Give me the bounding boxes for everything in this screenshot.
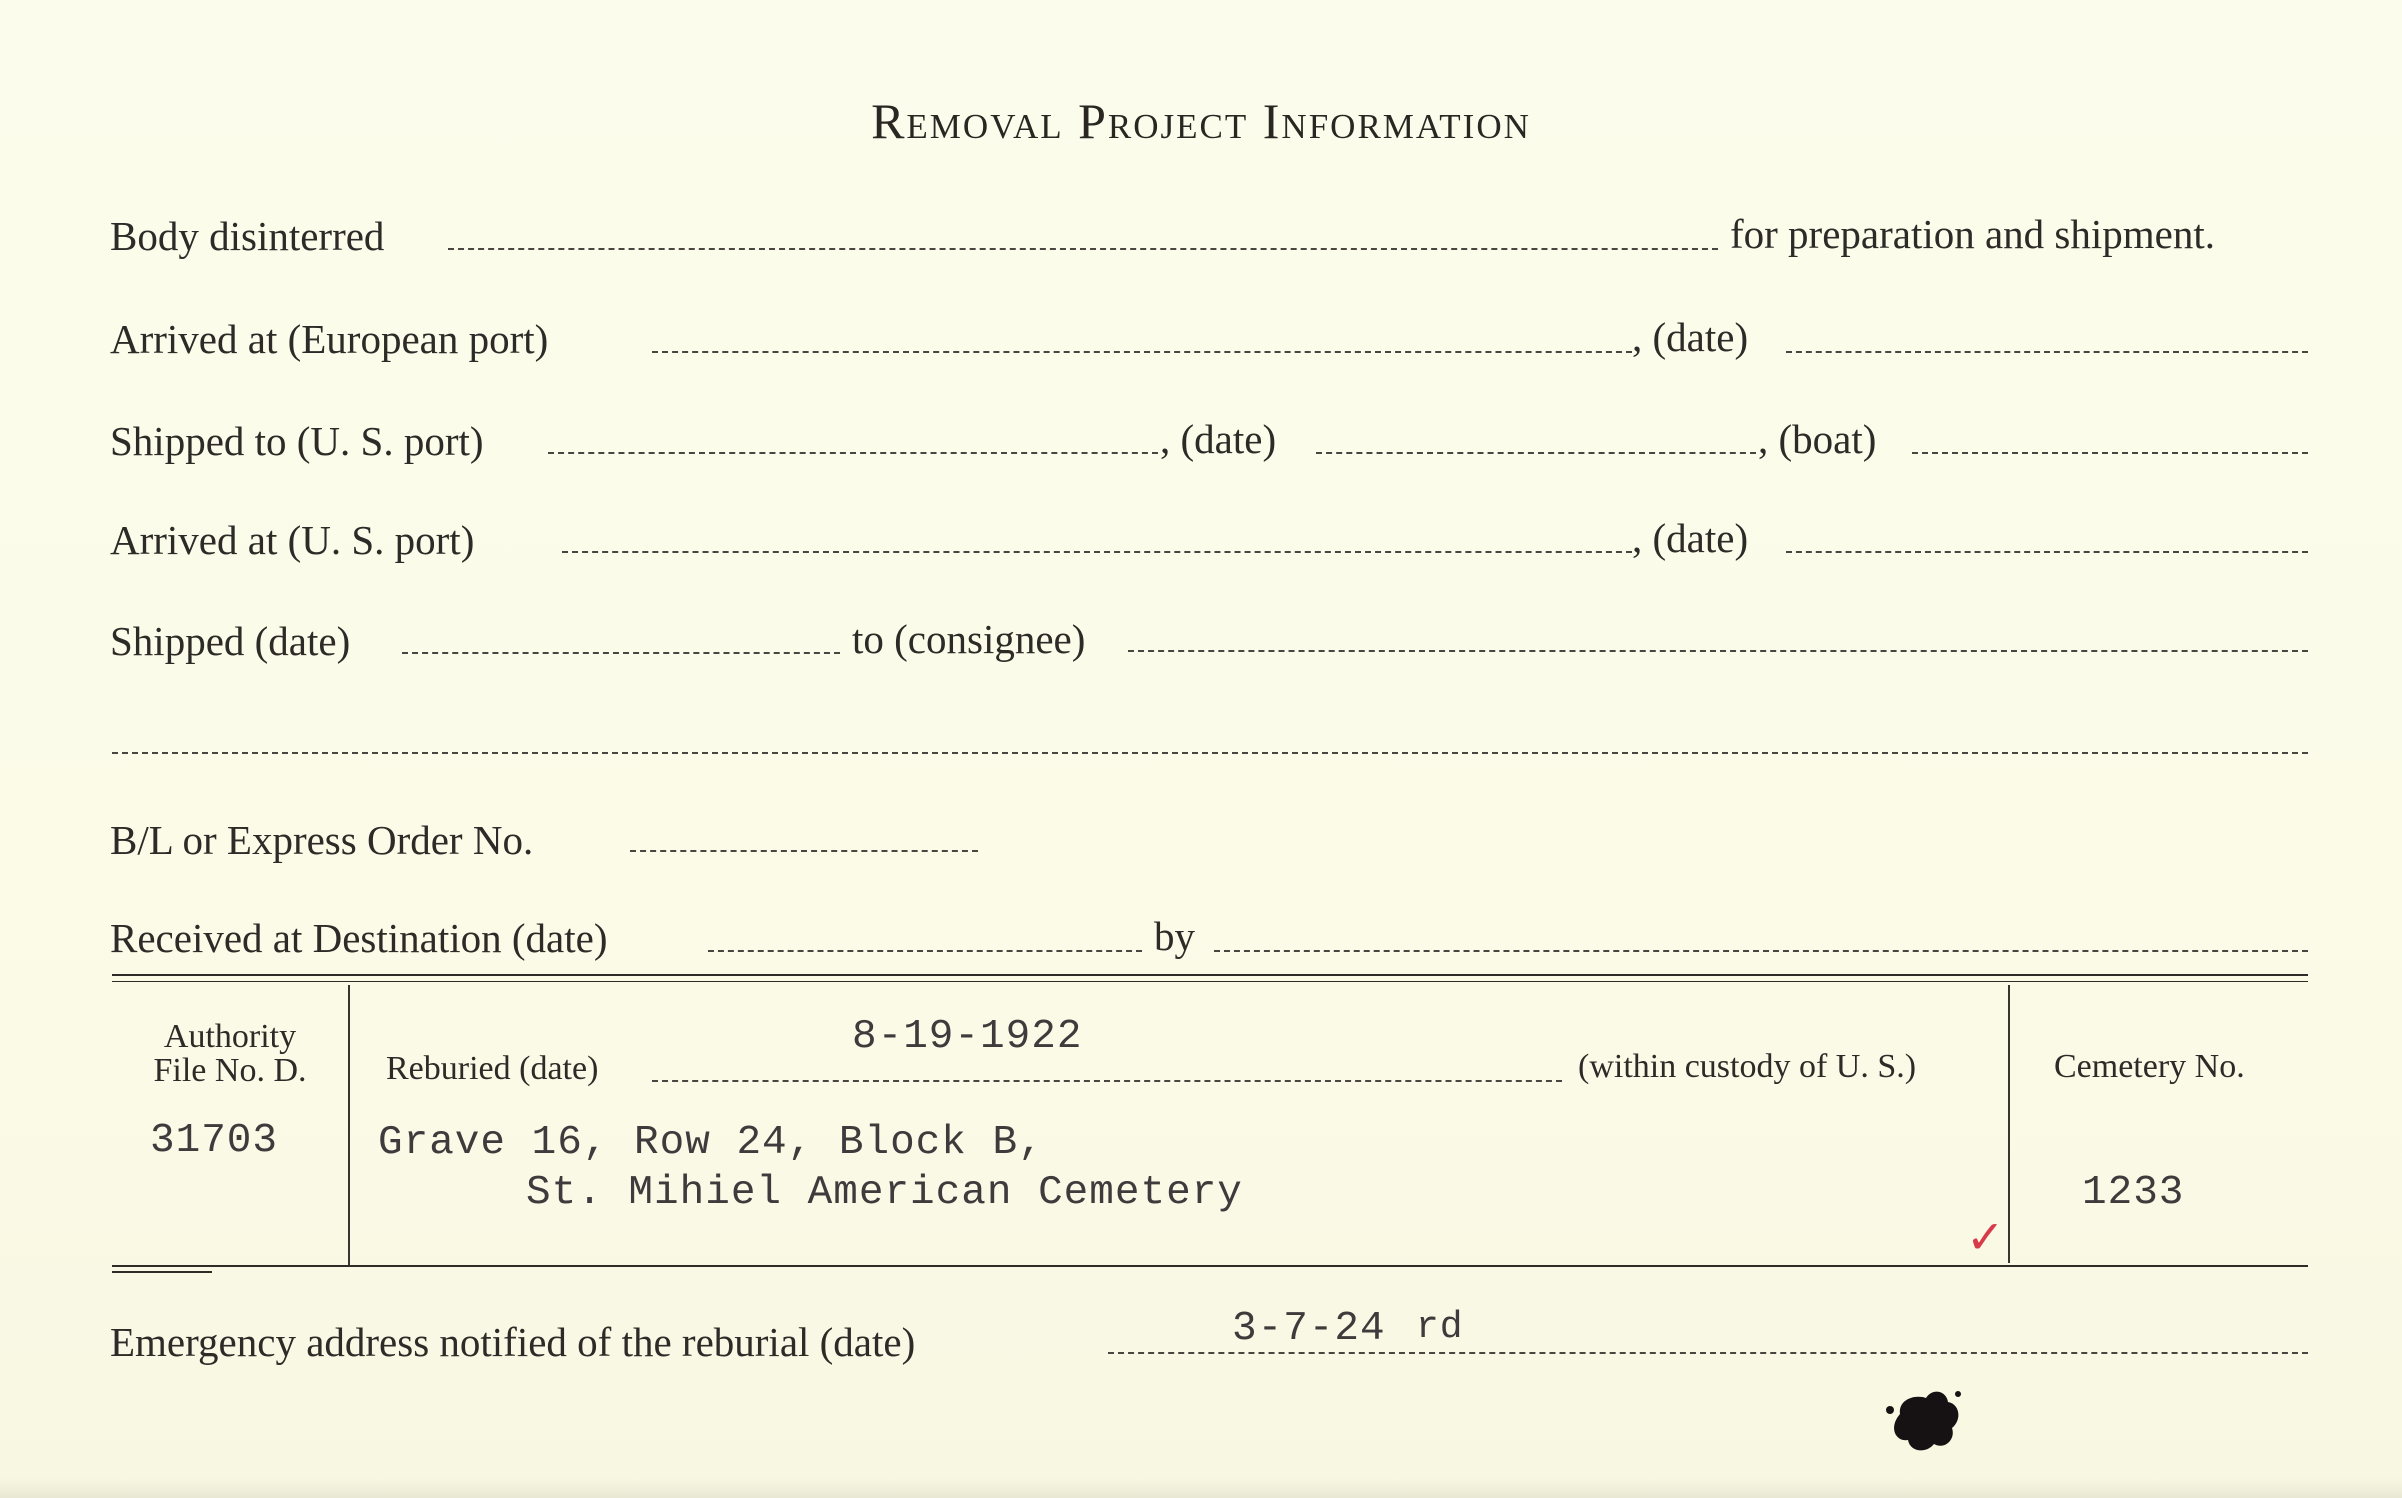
received-by-field <box>1214 950 2308 952</box>
box-divider-right <box>2008 985 2010 1263</box>
emergency-initials: rd <box>1416 1306 1464 1349</box>
reburied-date-value: 8-19-1922 <box>852 1014 1083 1060</box>
box-bottom-rule-accent <box>112 1271 212 1273</box>
file-number: 31703 <box>150 1118 279 1164</box>
shipped-to-label: Shipped to (U. S. port) <box>110 418 484 464</box>
shipped-date-field <box>1316 452 1756 454</box>
grave-location-line1: Grave 16, Row 24, Block B, <box>378 1120 1044 1166</box>
bl-express-field <box>630 850 978 852</box>
shipped-date-label: Shipped (date) <box>110 618 351 664</box>
consignee-field <box>1128 650 2308 652</box>
arrived-european-label: Arrived at (European port) <box>110 316 549 362</box>
authority-label: Authority <box>163 1018 297 1055</box>
grave-location-line2: St. Mihiel American Cemetery <box>526 1170 1243 1216</box>
arrived-us-label: Arrived at (U. S. port) <box>110 517 475 563</box>
ink-blot <box>1880 1380 1970 1460</box>
arrived-us-port-field <box>562 551 1632 553</box>
custody-label: (within custody of U. S.) <box>1578 1048 1917 1085</box>
emergency-date-value: 3-7-24 <box>1232 1306 1386 1352</box>
by-label: by <box>1154 913 1195 959</box>
bl-express-label: B/L or Express Order No. <box>110 817 534 863</box>
file-no-label: File No. D. <box>153 1052 307 1089</box>
body-disinterred-field <box>448 248 1718 250</box>
for-preparation-label: for preparation and shipment. <box>1730 211 2216 257</box>
shipped-date-value-field <box>402 652 840 654</box>
box-divider-left <box>348 985 350 1265</box>
date-label-3: , (date) <box>1632 515 1749 561</box>
consignee-label: to (consignee) <box>852 616 1086 662</box>
emergency-label: Emergency address notified of the reburial (date) <box>110 1319 916 1365</box>
us-port-field <box>548 452 1158 454</box>
boat-field <box>1912 452 2308 454</box>
box-top-rule <box>112 974 2308 976</box>
european-port-field <box>652 351 1632 353</box>
box-top-rule-inner <box>112 981 2308 982</box>
check-mark: ✓ <box>1966 1210 2005 1264</box>
date-label-1: , (date) <box>1632 314 1749 360</box>
reburied-label: Reburied (date) <box>386 1050 599 1087</box>
arrived-us-date-field <box>1786 551 2308 553</box>
received-label: Received at Destination (date) <box>110 915 608 961</box>
reburied-date-field <box>652 1080 1562 1082</box>
continuation-line <box>112 752 2308 754</box>
emergency-date-field <box>1108 1352 2308 1354</box>
card-title: Removal Project Information <box>871 93 1531 149</box>
body-disinterred-label: Body disinterred <box>110 213 385 259</box>
european-date-field <box>1786 351 2308 353</box>
cemetery-number: 1233 <box>2082 1170 2185 1216</box>
received-date-field <box>708 950 1142 952</box>
date-label-2: , (date) <box>1160 416 1277 462</box>
boat-label: , (boat) <box>1758 416 1877 462</box>
box-bottom-rule <box>112 1265 2308 1267</box>
paper-edge <box>0 1478 2402 1498</box>
cemetery-no-label: Cemetery No. <box>2054 1048 2245 1085</box>
